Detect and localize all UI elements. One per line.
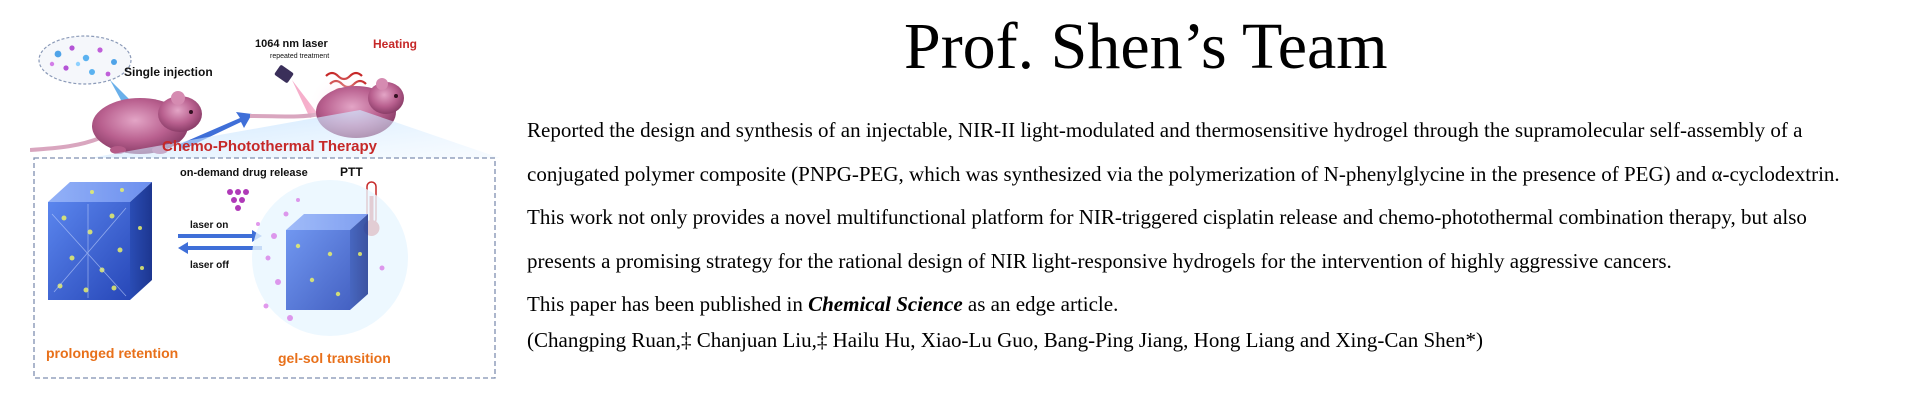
nanoparticle-vial-icon <box>39 36 131 102</box>
publication-line <box>527 292 1907 328</box>
gel-sol-label: gel-sol transition <box>278 350 391 366</box>
heating-label: Heating <box>373 37 418 51</box>
publication-suffix: as an edge article. <box>962 292 1119 316</box>
publication-prefix: This paper has been published in <box>527 292 809 316</box>
laser-on-label: laser on <box>190 220 229 231</box>
drug-release-label: on-demand drug release <box>180 167 308 179</box>
page-title: Prof. Shen’s Team <box>904 10 1388 83</box>
authors-line: (Changping Ruan,‡ Chanjuan Liu,‡ Hailu Hu, Xiao-Lu Guo, Bang-Ping Jiang, Hong Liang and Xing-Can Shen*) <box>527 328 1483 352</box>
abstract-line: Reported the design and synthesis of an injectable, NIR-II light-modulated and thermosensitive hydrogel through the supramolecular self-assembly of a <box>527 118 1803 142</box>
abstract-line: conjugated polymer composite (PNPG-PEG, which was synthesized via the polymerization of N-phenylglycine in the presence of PEG) and α-cyclodextrin. <box>527 161 1840 186</box>
laser-off-label: laser off <box>190 260 229 271</box>
single-injection-label: Single injection <box>124 65 213 79</box>
abstract-line: This work not only provides a novel multifunctional platform for NIR-triggered cisplatin release and chemo-photothermal combination therapy, but also <box>527 205 1807 229</box>
gel-sol-cube-icon <box>252 180 408 336</box>
hydrogel-cube-icon <box>48 182 152 300</box>
journal-name: Chemical Science <box>808 292 963 316</box>
laser-label: 1064 nm laser <box>255 38 328 50</box>
ptt-label: PTT <box>340 165 363 179</box>
laser-sub-label: repeated treatment <box>270 53 330 60</box>
therapy-label: Chemo-Photothermal Therapy <box>162 138 378 155</box>
graphical-abstract <box>30 18 500 382</box>
prolonged-retention-label: prolonged retention <box>46 345 179 361</box>
abstract-text <box>527 118 1907 372</box>
abstract-line: presents a promising strategy for the rational design of NIR light-responsive hydrogels for the intervention of highly aggressive cancers. <box>527 248 1672 273</box>
